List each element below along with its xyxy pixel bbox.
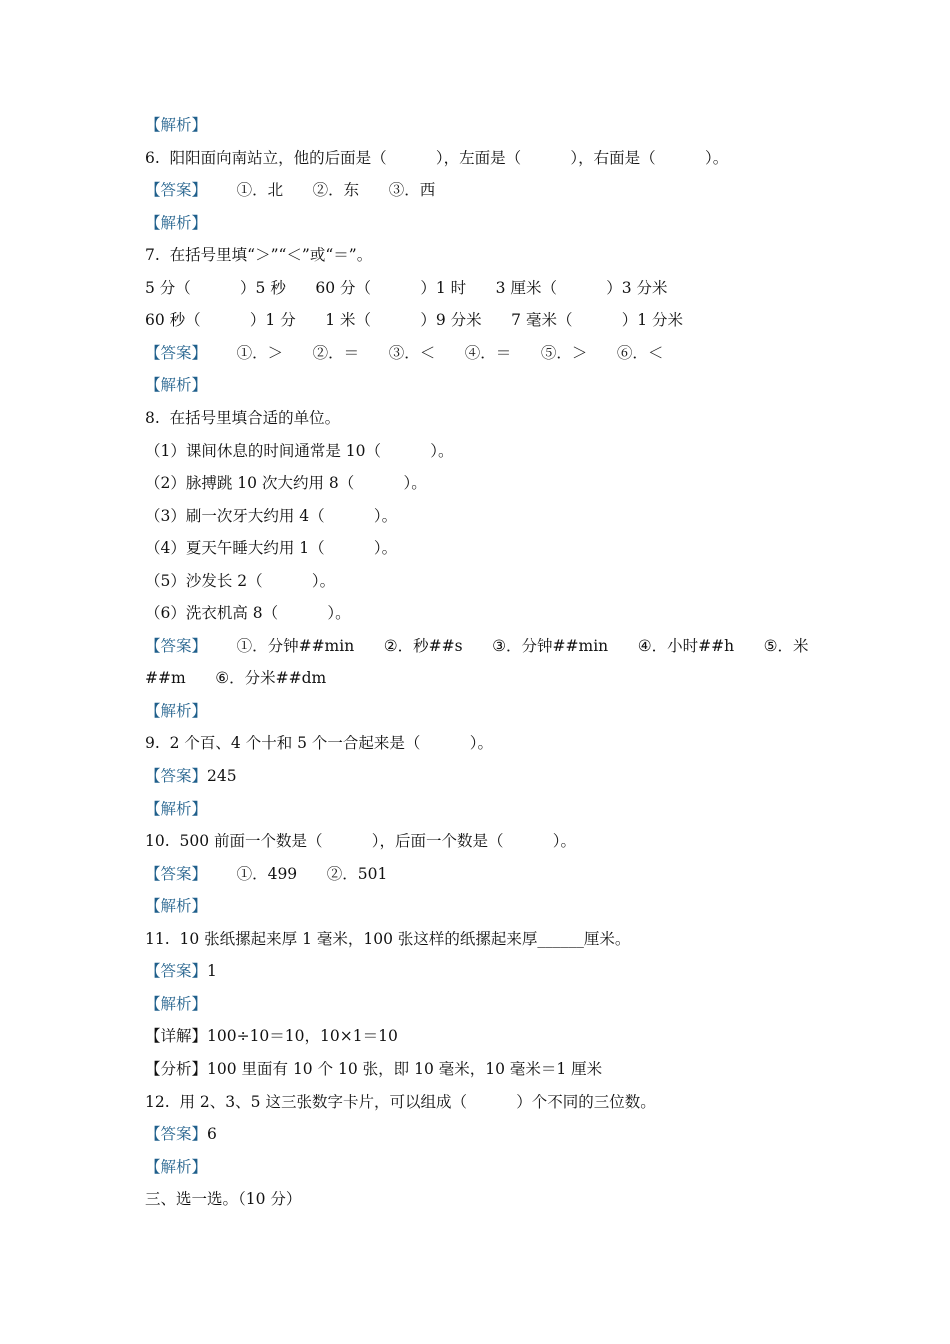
line-text: ①．＞ ②．＝ ③．＜ ④．＝ ⑤．＞ ⑥．＜ xyxy=(207,343,664,362)
line-text: ①．分钟##min ②．秒##s ③．分钟##min ④．小时##h ⑤．米 xyxy=(207,636,809,655)
text-line xyxy=(145,1092,656,1112)
text-line xyxy=(145,538,397,558)
line-text: 三、选一选。（10 分） xyxy=(145,1190,302,1209)
section-tag: 【解析】 xyxy=(145,799,208,818)
text-line xyxy=(145,571,335,591)
text-line xyxy=(145,668,326,688)
line-text: 5 分（ ）5 秒 60 分（ ）1 时 3 厘米（ ）3 分米 xyxy=(145,278,668,297)
text-line xyxy=(145,115,207,135)
line-text: （4）夏天午睡大约用 1（ ）。 xyxy=(145,539,398,558)
line-text: 1 xyxy=(207,962,217,981)
line-text: 245 xyxy=(207,767,237,785)
line-text: ①．499 ②．501 xyxy=(207,864,388,883)
text-line xyxy=(145,831,576,851)
text-line xyxy=(145,961,217,981)
text-line xyxy=(145,733,493,753)
line-text: （5）沙发长 2（ ）。 xyxy=(145,571,336,590)
line-text: 6 xyxy=(207,1125,217,1143)
text-line xyxy=(145,603,351,623)
text-line xyxy=(145,1157,207,1177)
text-line xyxy=(145,929,630,949)
text-line xyxy=(145,766,237,786)
text-line xyxy=(145,1189,301,1209)
text-line xyxy=(145,864,387,884)
line-text: ##m ⑥．分米##dm xyxy=(145,669,327,688)
text-line xyxy=(145,506,397,526)
text-line xyxy=(145,799,207,819)
section-tag: 【解析】 xyxy=(145,701,208,720)
text-line xyxy=(145,245,372,265)
line-text: 【详解】100÷10＝10，10×1＝10 xyxy=(145,1027,398,1046)
text-line xyxy=(145,375,207,395)
text-line xyxy=(145,994,207,1014)
text-line xyxy=(145,636,809,656)
line-text: 8. 在括号里填合适的单位。 xyxy=(145,408,341,427)
section-tag: 【解析】 xyxy=(145,994,208,1013)
text-line xyxy=(145,310,683,330)
text-line xyxy=(145,343,663,363)
text-line xyxy=(145,896,207,916)
section-tag: 【答案】 xyxy=(145,1125,208,1143)
text-line xyxy=(145,148,728,168)
text-line xyxy=(145,408,340,428)
section-tag: 【答案】 xyxy=(145,864,208,883)
section-tag: 【答案】 xyxy=(145,343,208,362)
line-text: （1）课间休息的时间通常是 10（ ）。 xyxy=(145,441,454,460)
text-line xyxy=(145,278,668,298)
section-tag: 【答案】 xyxy=(145,962,208,981)
line-text: ①．北 ②．东 ③．西 xyxy=(207,181,436,200)
section-tag: 【答案】 xyxy=(145,181,208,200)
line-text: 7. 在括号里填“＞”“＜”或“＝”。 xyxy=(145,246,373,265)
line-text: 60 秒（ ）1 分 1 米（ ）9 分米 7 毫米（ ）1 分米 xyxy=(145,311,684,330)
text-line xyxy=(145,1124,217,1144)
line-text: 【分析】100 里面有 10 个 10 张，即 10 毫米，10 毫米＝1 厘米 xyxy=(145,1059,603,1078)
section-tag: 【解析】 xyxy=(145,1157,208,1176)
line-text: （2）脉搏跳 10 次大约用 8（ ）。 xyxy=(145,474,427,492)
line-text: 12. 用 2、3、5 这三张数字卡片，可以组成（ ）个不同的三位数。 xyxy=(145,1092,656,1111)
text-line xyxy=(145,441,454,461)
line-text: （6）洗衣机高 8（ ）。 xyxy=(145,604,351,623)
line-text: 10. 500 前面一个数是（ ），后面一个数是（ ）。 xyxy=(145,832,577,851)
text-line xyxy=(145,701,207,721)
section-tag: 【答案】 xyxy=(145,636,208,655)
text-line xyxy=(145,1026,398,1046)
section-tag: 【解析】 xyxy=(145,376,208,395)
text-line xyxy=(145,473,427,493)
section-tag: 【解析】 xyxy=(145,116,208,134)
text-line xyxy=(145,213,207,233)
line-text: 9. 2 个百、4 个十和 5 个一合起来是（ ）。 xyxy=(145,734,493,753)
line-text: 6. 阳阳面向南站立，他的后面是（ ），左面是（ ），右面是（ ）。 xyxy=(145,148,729,167)
section-tag: 【解析】 xyxy=(145,897,208,916)
text-line xyxy=(145,180,435,200)
line-text: 11. 10 张纸摞起来厚 1 毫米，100 张这样的纸摞起来厚______厘米。 xyxy=(145,929,631,948)
section-tag: 【解析】 xyxy=(145,213,208,232)
section-tag: 【答案】 xyxy=(145,767,208,785)
line-text: （3）刷一次牙大约用 4（ ）。 xyxy=(145,506,398,525)
text-line xyxy=(145,1059,602,1079)
